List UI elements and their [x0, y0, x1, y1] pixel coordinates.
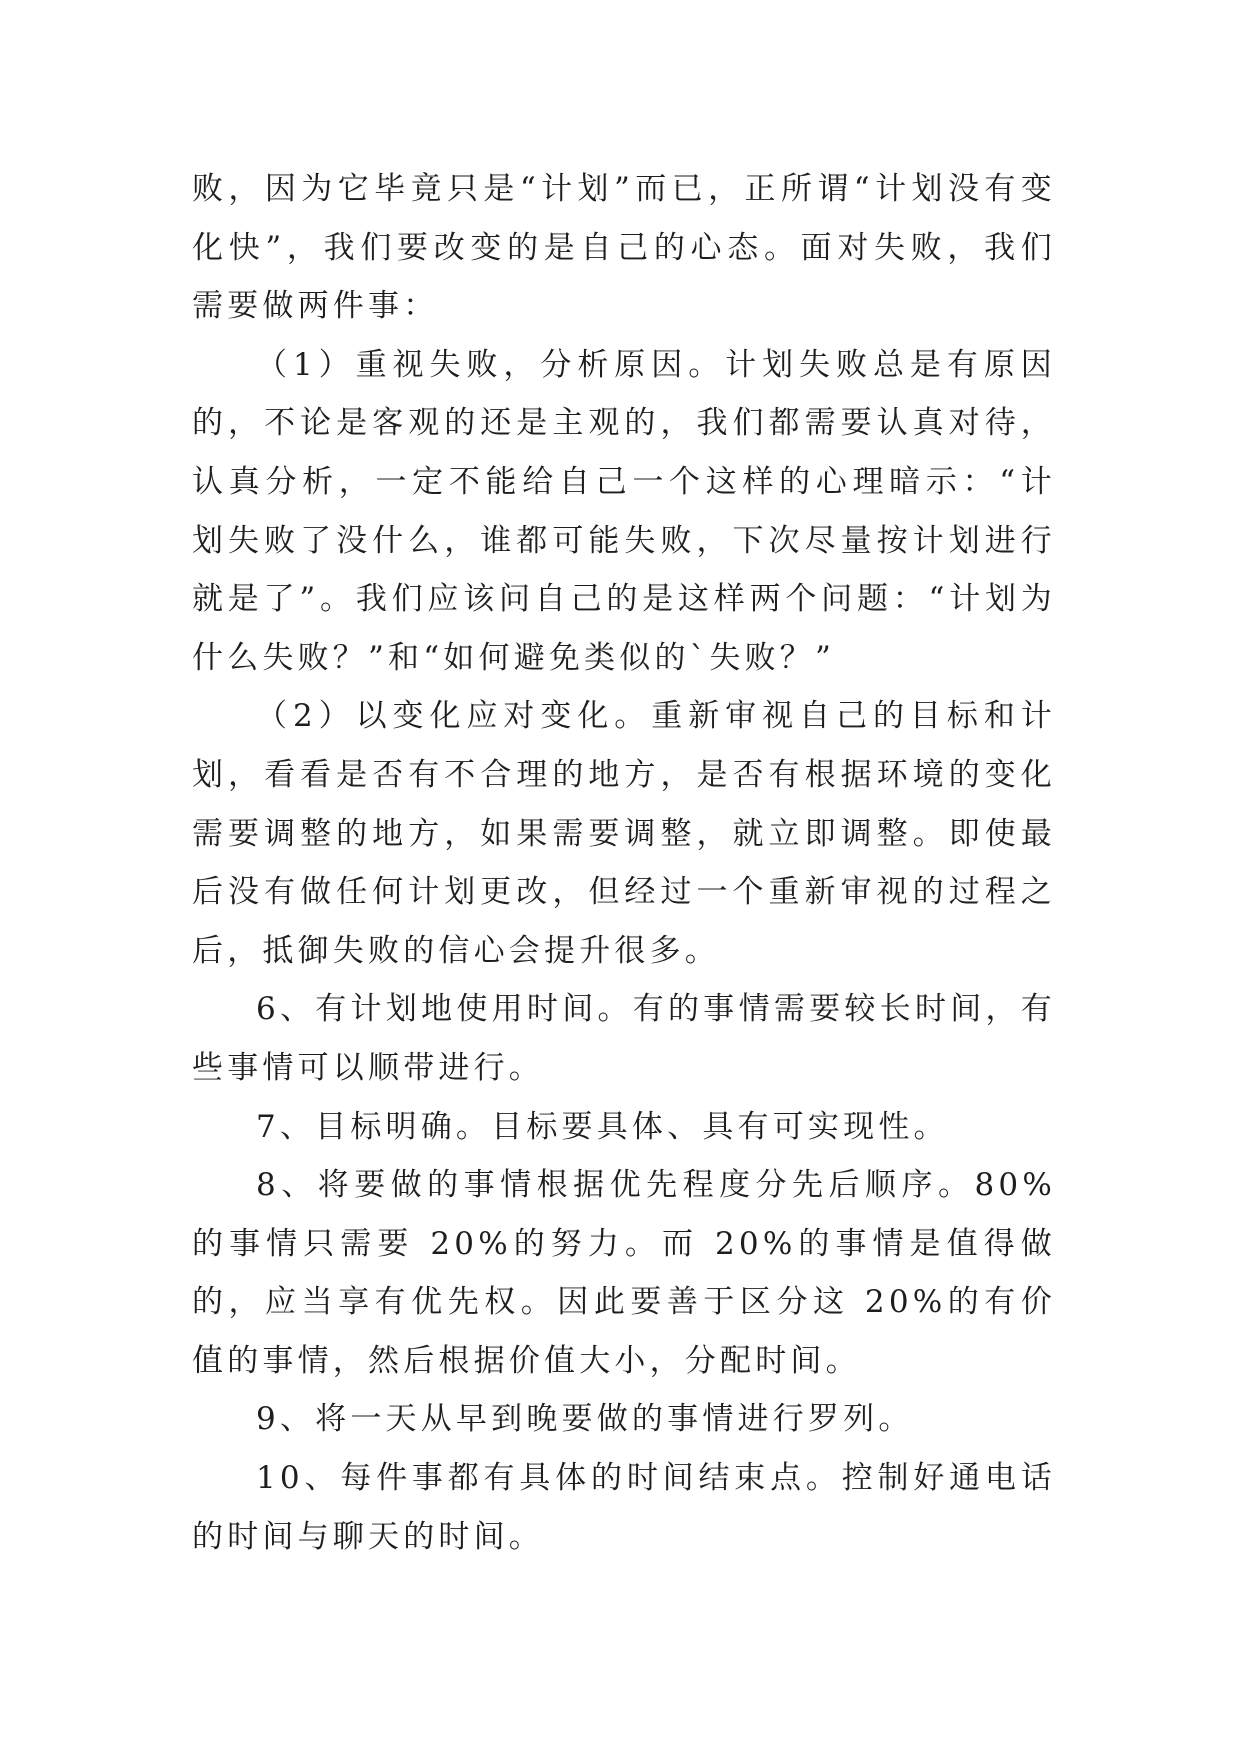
document-body: [192, 160, 1056, 1566]
paragraph-item-9: 9、将一天从早到晚要做的事情进行罗列。: [256, 1401, 914, 1438]
paragraph-item-7: 7、目标明确。目标要具体、具有可实现性。: [256, 1108, 949, 1145]
paragraph-point-1: （1）重视失败，分析原因。计划失败总是有原因的，不论是客观的还是主观的，我们都需要认真对待，认真分析，一定不能给自己一个这样的心理暗示：“计划失败了没什么，谁都可能失败，下次尽量按计划进行就是了”。我们应该问自己的是这样两个问题：“计划为什么失败？”和“如何避免类似的`失败？”: [192, 346, 1056, 676]
paragraph-item-10: 10、每件事都有具体的时间结束点。控制好通电话的时间与聊天的时间。: [192, 1460, 1056, 1555]
paragraph-item-8: 8、将要做的事情根据优先程度分先后顺序。80%的事情只需要 20%的努力。而 20%的事情是值得做的，应当享有优先权。因此要善于区分这 20%的有价值的事情，然后根据价值大小，分配时间。: [192, 1167, 1056, 1379]
paragraph-item-6: 6、有计划地使用时间。有的事情需要较长时间，有些事情可以顺带进行。: [192, 991, 1056, 1086]
paragraph-point-2: （2）以变化应对变化。重新审视自己的目标和计划，看看是否有不合理的地方，是否有根据环境的变化需要调整的地方，如果需要调整，就立即调整。即使最后没有做任何计划更改，但经过一个重新审视的过程之后，抵御失败的信心会提升很多。: [192, 698, 1056, 969]
paragraph-continuation: 败，因为它毕竟只是“计划”而已，正所谓“计划没有变化快”，我们要改变的是自己的心态。面对失败，我们需要做两件事：: [192, 171, 1056, 325]
